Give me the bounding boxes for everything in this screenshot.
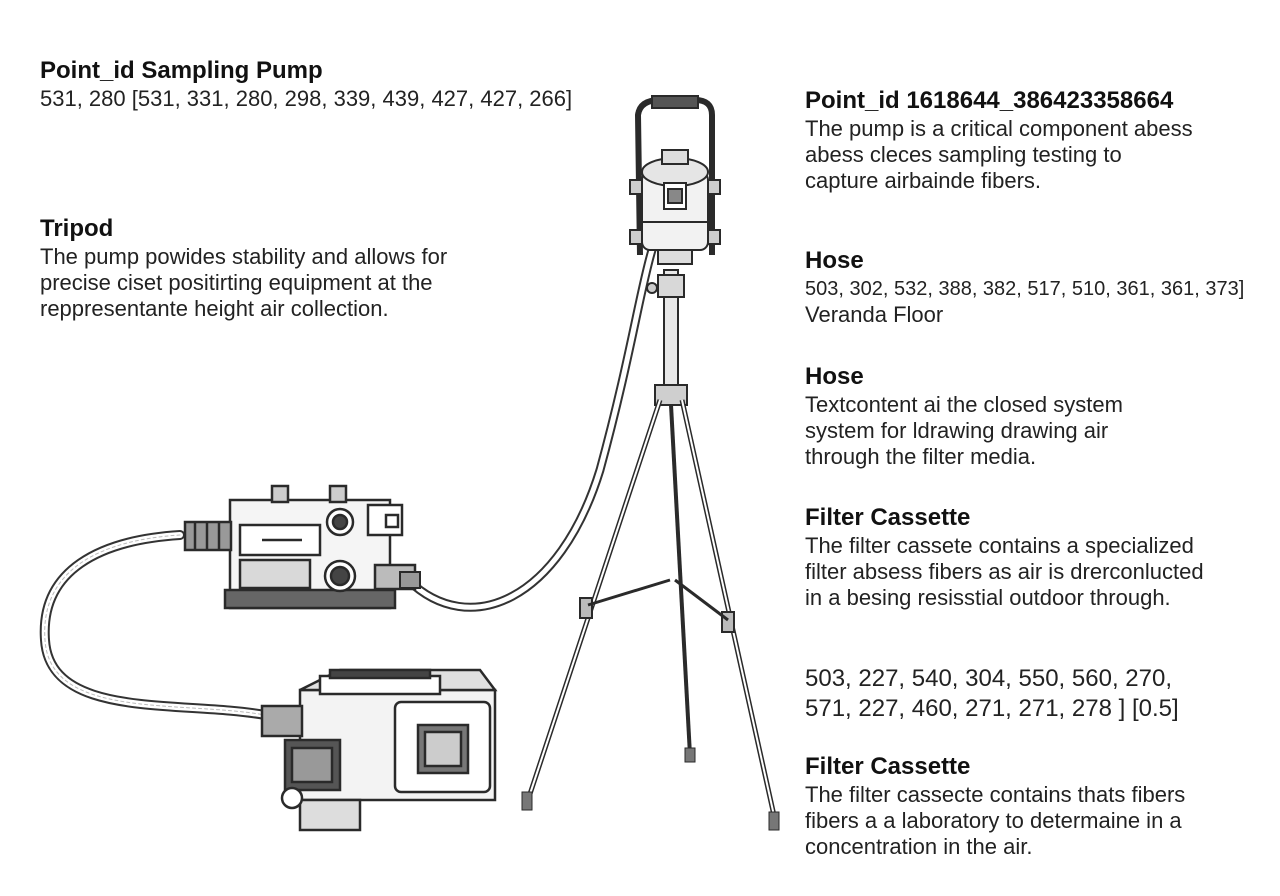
label-body (805, 782, 1265, 860)
label-line: abess cleces sampling testing to (805, 142, 1122, 167)
label-line: The filter cassete contains a specialized (805, 533, 1194, 558)
label-title: Filter Cassette (805, 504, 971, 531)
label-hose-2 (805, 362, 1265, 470)
label-line: The pump powides stability and allows for (40, 244, 448, 269)
label-title: Tripod (40, 215, 114, 242)
label-hose-1 (805, 246, 1265, 328)
label-line: capture airbainde fibers. (805, 168, 1042, 193)
label-body (40, 244, 560, 322)
label-line: in a besing resisstial outdoor through. (805, 585, 1171, 610)
label-line: 571, 227, 460, 271, 271, 278 ] [0.5] (805, 695, 1179, 722)
label-body (805, 116, 1265, 194)
label-line: Veranda Floor (805, 302, 944, 327)
label-body (805, 533, 1265, 611)
label-line: 503, 227, 540, 304, 550, 560, 270, (805, 665, 1172, 692)
label-line: reppresentante height air collection. (40, 296, 389, 321)
label-line: Textcontent ai the closed system (805, 392, 1123, 417)
sampler-head (630, 96, 720, 264)
label-sampling-pump (40, 56, 620, 112)
label-line: 503, 302, 532, 388, 382, 517, 510, 361, 361, 373] (805, 278, 1245, 300)
label-filter-cassette-1 (805, 503, 1265, 611)
label-line: 531, 280 [531, 331, 280, 298, 339, 439, 427, 427, 266] (40, 86, 573, 111)
label-title: Hose (805, 247, 864, 274)
label-title: Point_id Sampling Pump (40, 57, 323, 84)
label-line: filter absess fibers as air is drerconlucted (805, 559, 1204, 584)
label-line: The pump is a critical component abess (805, 116, 1193, 141)
label-line: concentration in the air. (805, 834, 1033, 859)
label-point-id-right (805, 86, 1265, 194)
label-title: Filter Cassette (805, 753, 971, 780)
label-body (805, 392, 1265, 470)
label-body (40, 86, 620, 112)
label-filter-cassette-2 (805, 752, 1265, 860)
hose-connector (400, 572, 420, 588)
label-numbers (805, 664, 1265, 724)
label-line: The filter cassecte contains thats fibers (805, 782, 1186, 807)
label-body (805, 276, 1265, 328)
label-title: Point_id 1618644_386423358664 (805, 87, 1174, 114)
label-line: fibers a a laboratory to determaine in a (805, 808, 1182, 833)
label-line: through the filter media. (805, 444, 1037, 469)
portable-pump (262, 670, 495, 830)
label-title: Hose (805, 363, 864, 390)
pump-body (185, 486, 415, 608)
label-tripod (40, 214, 560, 322)
label-body (805, 664, 1265, 724)
label-line: precise ciset positirting equipment at the (40, 270, 433, 295)
label-line: system for ldrawing drawing air (805, 418, 1109, 443)
